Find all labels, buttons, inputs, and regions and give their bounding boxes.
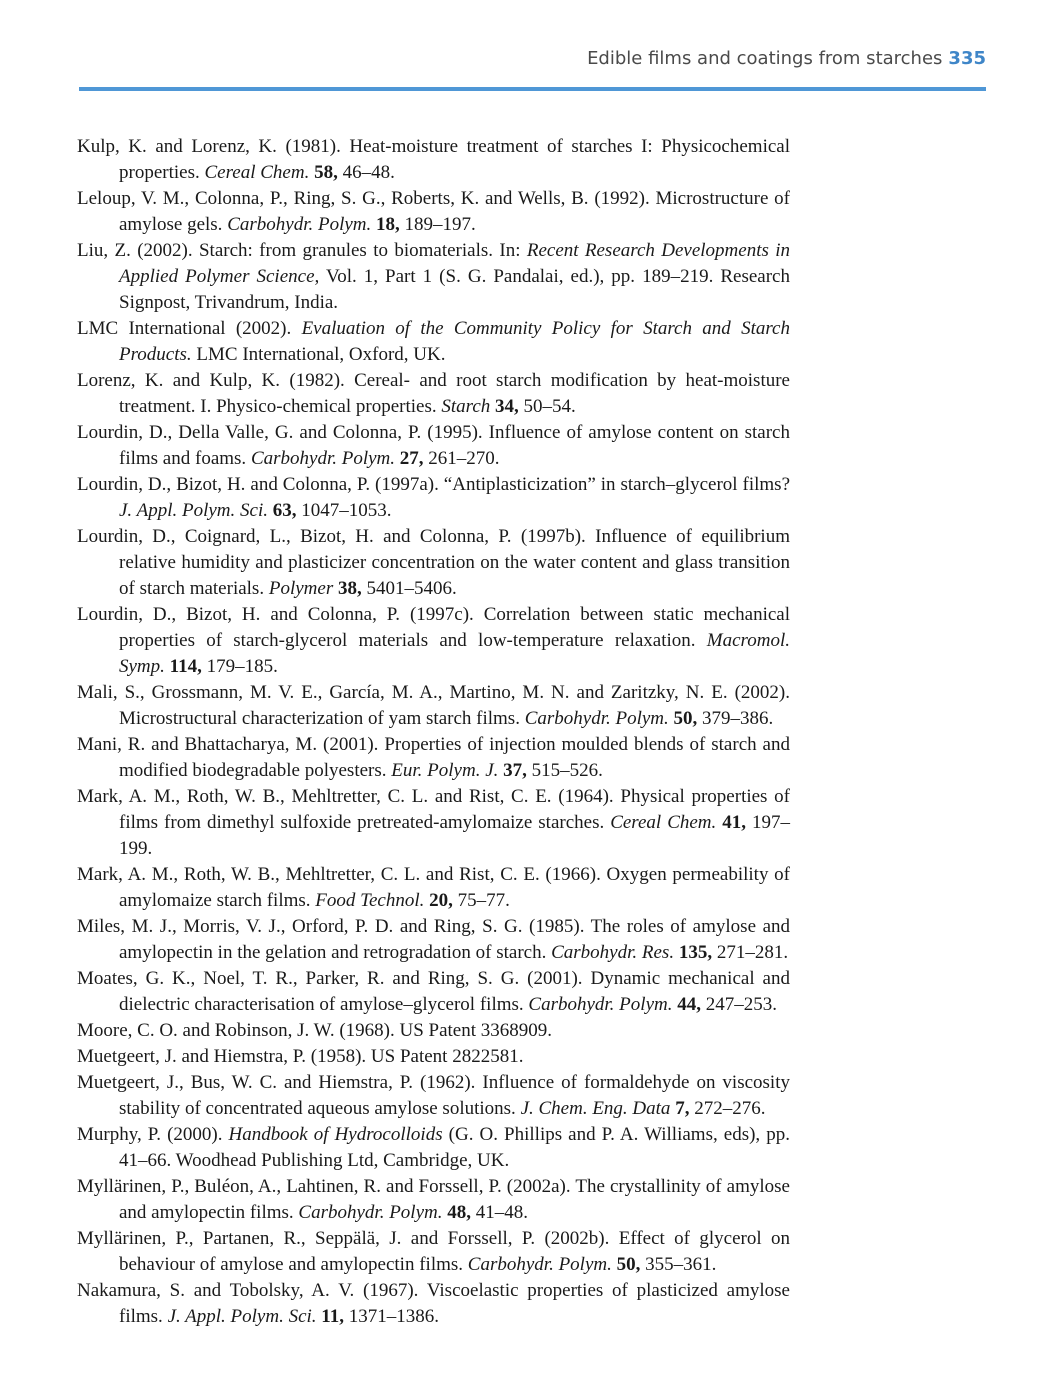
reference-ital: Carbohydr. Polym. xyxy=(250,448,396,469)
reference-pre: Myllärinen, P., Partanen, R., Seppälä, J. and Forssell, P. (2002b). Effect of glycerol on behaviour of amylose and amylopectin films. xyxy=(77,1228,790,1275)
reference-vol: 135, xyxy=(674,942,713,963)
reference-ital: Carbohydr. Polym. xyxy=(524,708,669,729)
reference-post: 379–386. xyxy=(697,708,774,729)
reference-vol: 48, xyxy=(442,1202,471,1223)
reference-ital: Eur. Polym. J. xyxy=(391,760,499,781)
reference-post: 261–270. xyxy=(423,448,500,469)
reference-ital: Starch xyxy=(441,396,491,417)
reference-pre: Mark, A. M., Roth, W. B., Mehltretter, C. L. and Rist, C. E. (1964). Physical properties of films from dimethyl sulfoxide pretreated-amylomaize starches. xyxy=(77,786,790,833)
reference-entry xyxy=(77,186,790,238)
reference-vol: 63, xyxy=(267,500,297,521)
reference-pre: Muetgeert, J., Bus, W. C. and Hiemstra, P. (1962). Influence of formaldehyde on viscosity stability of concentrated aqueous amylose solutions. xyxy=(77,1072,790,1119)
reference-post: 355–361. xyxy=(640,1254,717,1275)
reference-entry xyxy=(77,472,790,524)
reference-ital: Food Technol. xyxy=(315,890,425,911)
reference-ital: J. Chem. Eng. Data xyxy=(520,1098,671,1119)
reference-post: 247–253. xyxy=(700,994,777,1015)
running-head xyxy=(587,48,986,69)
reference-vol: 34, xyxy=(490,396,519,417)
reference-ital: Polymer xyxy=(268,578,334,599)
reference-pre: LMC International (2002). xyxy=(77,318,302,339)
reference-entry xyxy=(77,862,790,914)
reference-pre: Lourdin, D., Bizot, H. and Colonna, P. (1997a). “Antiplasticization” in starch–glycerol films? xyxy=(77,474,790,495)
reference-post: 75–77. xyxy=(452,890,510,911)
reference-post: 46–48. xyxy=(337,162,395,183)
reference-pre: Murphy, P. (2000). xyxy=(77,1124,229,1145)
reference-post: 50–54. xyxy=(518,396,576,417)
reference-ital: Cereal Chem. xyxy=(610,812,717,833)
reference-post: 1047–1053. xyxy=(296,500,392,521)
reference-ital: Carbohydr. Polym. xyxy=(467,1254,612,1275)
reference-entry xyxy=(77,680,790,732)
reference-post: 197–199. xyxy=(119,812,790,859)
reference-post: 1371–1386. xyxy=(344,1306,439,1327)
reference-pre: Kulp, K. and Lorenz, K. (1981). Heat-moisture treatment of starches I: Physicochemical properties. xyxy=(77,136,790,183)
reference-vol: 27, xyxy=(395,448,424,469)
reference-entry xyxy=(77,1122,790,1174)
reference-entry xyxy=(77,602,790,680)
reference-pre: Muetgeert, J. and Hiemstra, P. (1958). US Patent 2822581. xyxy=(77,1046,524,1067)
reference-post: Vol. 1, Part 1 (S. G. Pandalai, ed.), pp. 189–219. Research Signpost, Trivandrum, India. xyxy=(119,266,790,313)
reference-pre: Nakamura, S. and Tobolsky, A. V. (1967). Viscoelastic properties of plasticized amylose films. xyxy=(77,1280,790,1327)
reference-ital: Carbohydr. Polym. xyxy=(298,1202,443,1223)
reference-vol: 20, xyxy=(424,890,453,911)
reference-entry xyxy=(77,784,790,862)
reference-ital: J. Appl. Polym. Sci. xyxy=(167,1306,317,1327)
reference-pre: Myllärinen, P., Buléon, A., Lahtinen, R. and Forssell, P. (2002a). The crystallinity of amylose and amylopectin films. xyxy=(77,1176,790,1223)
reference-entry xyxy=(77,524,790,602)
reference-pre: Lourdin, D., Bizot, H. and Colonna, P. (1997c). Correlation between static mechanical properties of starch-glycerol materials and low-temperature relaxation. xyxy=(77,604,790,651)
reference-post: 515–526. xyxy=(526,760,603,781)
reference-entry xyxy=(77,1278,790,1330)
reference-ital: Carbohydr. Res. xyxy=(551,942,675,963)
reference-vol: 38, xyxy=(333,578,362,599)
reference-entry xyxy=(77,1174,790,1226)
reference-pre: Lourdin, D., Coignard, L., Bizot, H. and Colonna, P. (1997b). Influence of equilibrium relative humidity and plasticizer concentration on the water content and glass transition of starch materials. xyxy=(77,526,790,599)
reference-ital: Cereal Chem. xyxy=(204,162,310,183)
reference-pre: Miles, M. J., Morris, V. J., Orford, P. D. and Ring, S. G. (1985). The roles of amylose and amylopectin in the gelation and retrogradation of starch. xyxy=(77,916,790,963)
reference-entry xyxy=(77,1070,790,1122)
reference-ital: Macromol. Symp. xyxy=(119,630,790,677)
reference-pre: Liu, Z. (2002). Starch: from granules to biomaterials. In: xyxy=(77,240,527,261)
reference-ital: Recent Research Developments in Applied Polymer Science, xyxy=(119,240,791,287)
reference-entry xyxy=(77,966,790,1018)
reference-list xyxy=(77,134,790,1330)
reference-entry xyxy=(77,732,790,784)
reference-vol: 58, xyxy=(309,162,338,183)
header-rule xyxy=(79,87,986,91)
reference-pre: Mani, R. and Bhattacharya, M. (2001). Properties of injection moulded blends of starch and modified biodegradable polyesters. xyxy=(77,734,790,781)
reference-pre: Moates, G. K., Noel, T. R., Parker, R. and Ring, S. G. (2001). Dynamic mechanical and dielectric characterisation of amylose–glycerol films. xyxy=(77,968,790,1015)
reference-pre: Leloup, V. M., Colonna, P., Ring, S. G., Roberts, K. and Wells, B. (1992). Microstructure of amylose gels. xyxy=(77,188,790,235)
reference-entry xyxy=(77,238,790,316)
reference-vol: 50, xyxy=(611,1254,641,1275)
running-title: Edible films and coatings from starches xyxy=(587,48,943,69)
reference-post: (G. O. Phillips and P. A. Williams, eds), pp. 41–66. Woodhead Publishing Ltd, Cambridge, UK. xyxy=(119,1124,790,1171)
reference-entry xyxy=(77,420,790,472)
reference-ital: Evaluation of the Community Policy for Starch and Starch Products. xyxy=(119,318,790,365)
reference-entry xyxy=(77,368,790,420)
reference-post: 41–48. xyxy=(470,1202,528,1223)
reference-vol: 7, xyxy=(670,1098,690,1119)
reference-ital: Carbohydr. Polym. xyxy=(528,994,673,1015)
reference-pre: Mark, A. M., Roth, W. B., Mehltretter, C. L. and Rist, C. E. (1966). Oxygen permeability of amylomaize starch films. xyxy=(77,864,790,911)
reference-post: 271–281. xyxy=(712,942,789,963)
reference-post: 189–197. xyxy=(399,214,476,235)
reference-vol: 114, xyxy=(164,656,202,677)
reference-post: LMC International, Oxford, UK. xyxy=(191,344,446,365)
reference-entry xyxy=(77,1044,790,1070)
reference-entry xyxy=(77,1226,790,1278)
reference-vol: 44, xyxy=(672,994,701,1015)
reference-pre: Lorenz, K. and Kulp, K. (1982). Cereal- and root starch modification by heat-moisture treatment. I. Physico-chemical properties. xyxy=(77,370,790,417)
reference-ital: J. Appl. Polym. Sci. xyxy=(119,500,268,521)
reference-pre: Mali, S., Grossmann, M. V. E., García, M. A., Martino, M. N. and Zaritzky, N. E. (2002). Microstructural characterization of yam starch films. xyxy=(77,682,790,729)
reference-vol: 37, xyxy=(498,760,527,781)
reference-ital: Carbohydr. Polym. xyxy=(227,214,372,235)
reference-vol: 50, xyxy=(668,708,698,729)
reference-post: 5401–5406. xyxy=(361,578,457,599)
reference-pre: Lourdin, D., Della Valle, G. and Colonna, P. (1995). Influence of amylose content on starch films and foams. xyxy=(77,422,790,469)
reference-ital: Handbook of Hydrocolloids xyxy=(228,1124,443,1145)
reference-vol: 18, xyxy=(371,214,400,235)
reference-post: 272–276. xyxy=(689,1098,766,1119)
reference-entry xyxy=(77,134,790,186)
page-number: 335 xyxy=(948,48,986,69)
reference-entry xyxy=(77,1018,790,1044)
reference-vol: 41, xyxy=(716,812,747,833)
reference-entry xyxy=(77,316,790,368)
reference-entry xyxy=(77,914,790,966)
reference-post: 179–185. xyxy=(201,656,278,677)
reference-pre: Moore, C. O. and Robinson, J. W. (1968). US Patent 3368909. xyxy=(77,1020,552,1041)
reference-vol: 11, xyxy=(316,1306,344,1327)
